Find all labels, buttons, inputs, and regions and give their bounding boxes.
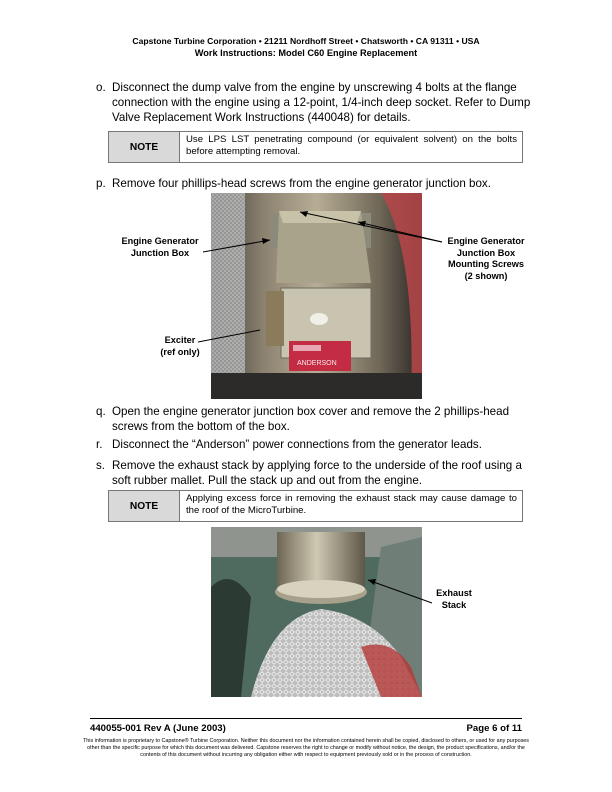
callout-exhaust-stack-line1: Exhaust: [436, 588, 472, 598]
step-p-label: p.: [96, 177, 106, 190]
step-q-text: Open the engine generator junction box cover and remove the 2 phillips-head screws from the bottom of the box.: [112, 405, 510, 433]
footer-page-number: Page 6 of 11: [466, 723, 522, 734]
step-q-label: q.: [96, 405, 106, 418]
callout-exciter-line1: Exciter: [164, 335, 196, 345]
step-o-text: Disconnect the dump valve from the engine by unscrewing 4 bolts at the flange connection with the engine using a 12-point, 1/4-inch deep socket. Refer to Dump Valve Replacement Work Instructions (440048) for details.: [112, 81, 531, 124]
callout-mounting-screws-line3: Mounting Screws: [447, 259, 525, 269]
callout-exhaust-stack-line2: Stack: [441, 599, 467, 610]
box-brand-label: ANDERSON: [297, 360, 337, 367]
note-2-text: Applying excess force in removing the exhaust stack may cause damage to the roof of the MicroTurbine.: [186, 493, 517, 516]
leader-exhaust-stack: [368, 580, 432, 603]
callout-junction-box-line2: Junction Box: [130, 247, 190, 258]
footer-rule: [90, 718, 522, 719]
callout-junction-box-line1: Engine Generator: [121, 236, 199, 246]
header-company-line: Capstone Turbine Corporation • 21211 Nordhoff Street • Chatsworth • CA 91311 • USA: [132, 36, 480, 46]
callout-mounting-screws-line2: Junction Box: [456, 247, 516, 258]
callout-mounting-screws-line4: (2 shown): [464, 270, 508, 281]
note-1-text: Use LPS LST penetrating compound (or equivalent solvent) on the bolts before attempting removal.: [186, 134, 517, 157]
footer-disclaimer: This information is proprietary to Capstone® Turbine Corporation. Neither this document nor the information contained herein shall be copied, disclosed to others, or used for any purposes other than the specific purpose for which this document was delivered. Capstone reserves the right to change or modify without notice, the design, the product specifications, and/or the contents of this document without incurring any obligation either with respect to equipment previously sold or in the process of construction.: [83, 738, 529, 758]
header-title: Work Instructions: Model C60 Engine Replacement: [194, 48, 418, 58]
step-s-text: Remove the exhaust stack by applying force to the underside of the roof using a soft rubber mallet. Pull the stack up and out from the engine.: [112, 459, 522, 487]
note-1-label: NOTE: [109, 132, 180, 162]
step-p-text: Remove four phillips-head screws from the engine generator junction box.: [112, 177, 491, 190]
note-2-label: NOTE: [109, 491, 180, 521]
step-r-text: Disconnect the “Anderson” power connections from the generator leads.: [112, 438, 482, 451]
step-o-label: o.: [96, 81, 106, 94]
footer-doc-number: 440055-001 Rev A (June 2003): [90, 723, 226, 734]
callout-exciter-line2: (ref only): [160, 346, 200, 357]
step-r-label: r.: [96, 438, 103, 451]
callout-mounting-screws-line1: Engine Generator: [447, 236, 525, 246]
leader-exhaust-stack-arrow: [368, 579, 376, 585]
step-s-label: s.: [96, 459, 106, 472]
